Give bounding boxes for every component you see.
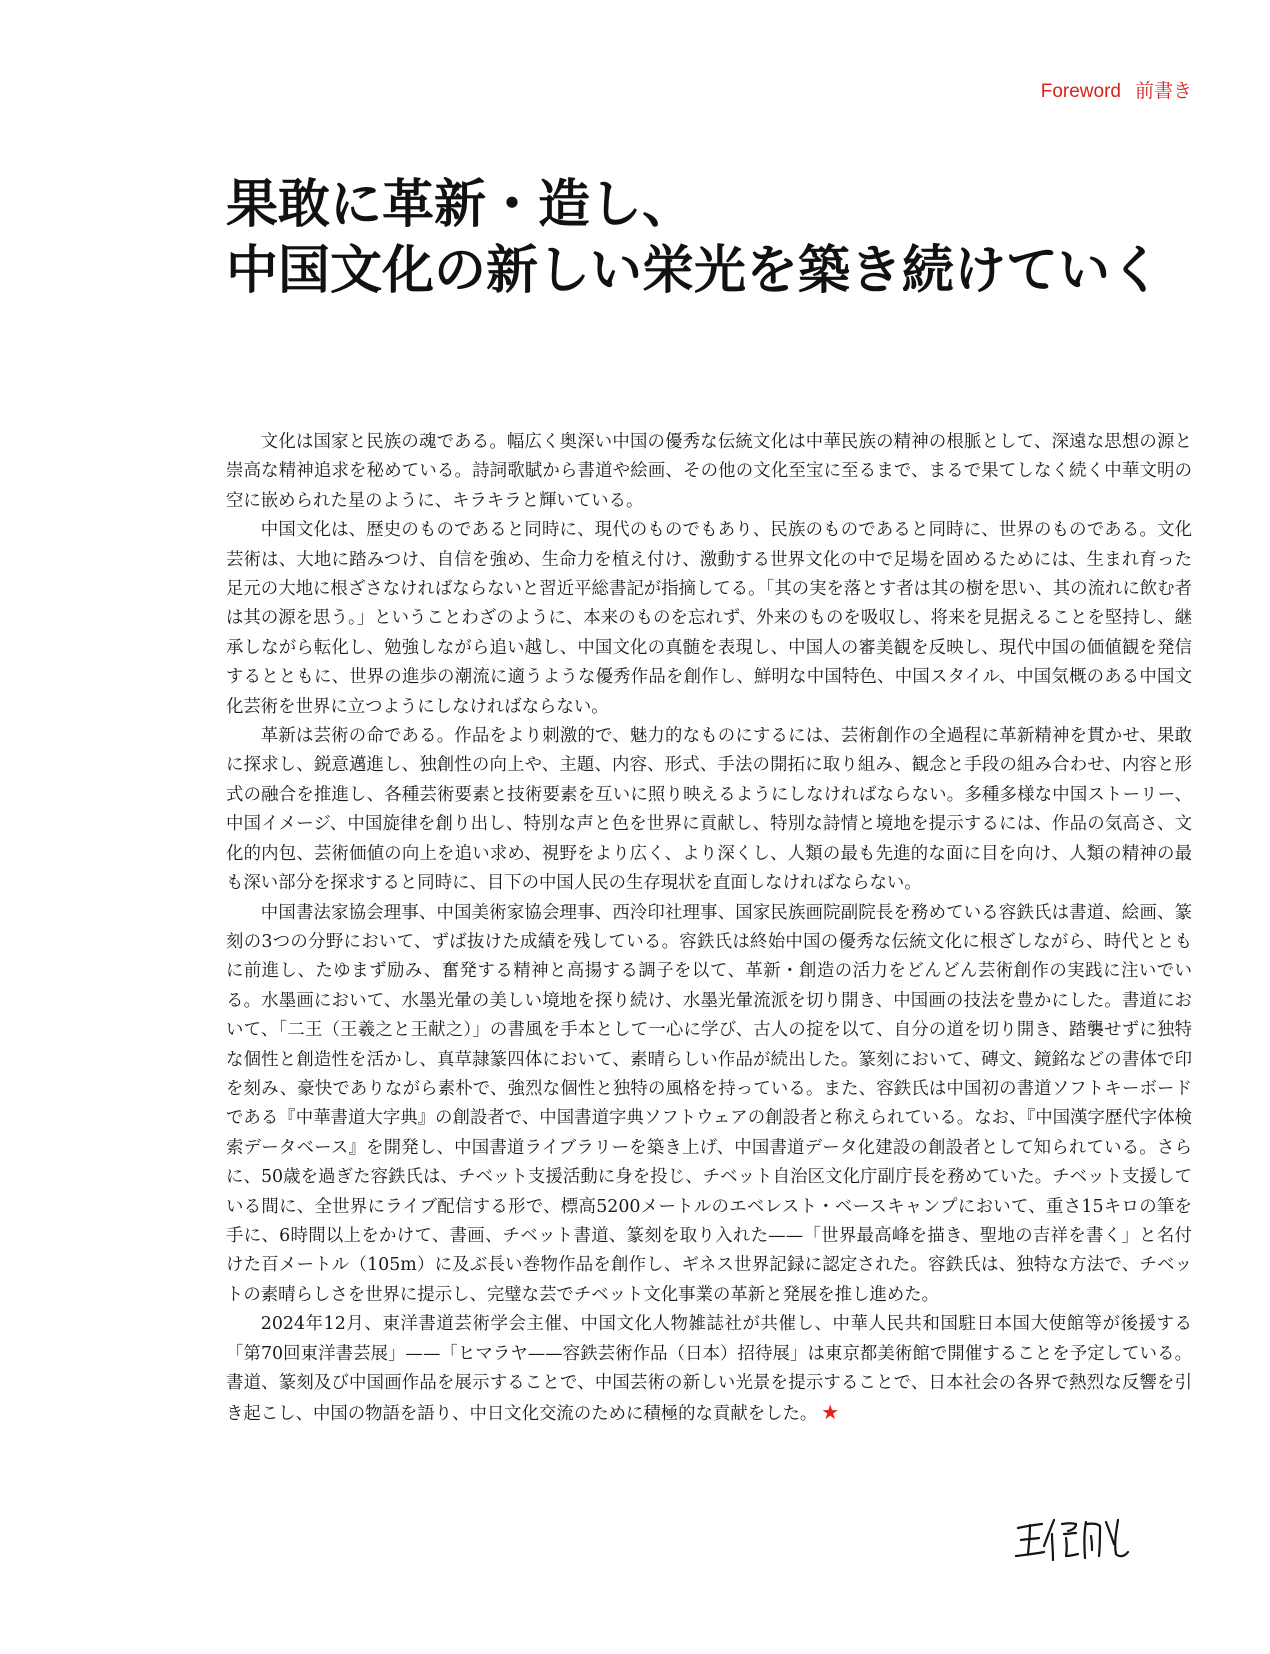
article-body: [226, 428, 1192, 1430]
paragraph-5-text: 2024年12月、東洋書道芸術学会主催、中国文化人物雑誌社が共催し、中華人民共和国駐日本国大使館等が後援する「第70回東洋書芸展」——「ヒマラヤ——容鉄芸術作品（日本）招待展」は東京都美術館で開催することを予定している。書道、篆刻及び中国画作品を展示することで、中国芸術の新しい光景を提示することで、日本社会の各界で熱烈な反響を引き起こし、中国の物語を語り、中日文化交流のために積極的な貢献をした。: [226, 1314, 1192, 1425]
paragraph-2: 中国文化は、歴史のものであると同時に、現代のものでもあり、民族のものであると同時に、世界のものである。文化芸術は、大地に踏みつけ、自信を強め、生命力を植え付け、激動する世界文化の中で足場を固めるためには、生まれ育った足元の大地に根ざさなければならないと習近平総書記が指摘してる。「其の実を落とす者は其の樹を思い、其の流れに飲む者は其の源を思う。」ということわざのように、本来のものを忘れず、外来のものを吸収し、将来を見据えることを堅持し、継承しながら転化し、勉強しながら追い越し、中国文化の真髄を表現し、中国人の審美観を反映し、現代中国の価値観を発信するとともに、世界の進歩の潮流に適うような優秀作品を創作し、鮮明な中国特色、中国スタイル、中国気概のある中国文化芸術を世界に立つようにしなければならない。: [226, 520, 1192, 717]
paragraph-1: 文化は国家と民族の魂である。幅広く奥深い中国の優秀な伝統文化は中華民族の精神の根脈として、深遠な思想の源と崇高な精神追求を秘めている。詩詞歌賦から書道や絵画、その他の文化至宝に至るまで、まるで果てしなく続く中華文明の空に嵌められた星のように、キラキラと輝いている。: [226, 432, 1192, 511]
section-label-en: Foreword: [1040, 81, 1121, 102]
section-label-jp: 前書き: [1134, 81, 1192, 102]
paragraph-5: [226, 1310, 1192, 1430]
section-label: [1041, 76, 1192, 103]
page-title: [226, 172, 1196, 304]
title-line-1: 果敢に革新・造し、: [226, 174, 695, 235]
paragraph-3: 革新は芸術の命である。作品をより刺激的で、魅力的なものにするには、芸術創作の全過程に革新精神を貫かせ、果敢に探求し、鋭意邁進し、独創性の向上や、主題、内容、形式、手法の開拓に取り組み、観念と手段の組み合わせ、内容と形式の融合を推進し、各種芸術要素と技術要素を互いに照り映えるようにしなければならない。多種多様な中国ストーリー、中国イメージ、中国旋律を創り出し、特別な声と色を世界に貢献し、特別な詩情と境地を提示するには、作品の気高さ、文化的内包、芸術価値の向上を追い求め、視野をより広く、より深くし、人類の最も先進的な面に目を向け、人類の精神の最も深い部分を探求すると同時に、目下の中国人民の生存現状を直面しなければならない。: [226, 726, 1192, 894]
end-star-icon: ★: [821, 1400, 840, 1425]
signature-icon: [1012, 1512, 1132, 1568]
paragraph-4: 中国書法家協会理事、中国美術家協会理事、西泠印社理事、国家民族画院副院長を務めている容鉄氏は書道、絵画、篆刻の3つの分野において、ずば抜けた成績を残している。容鉄氏は終始中国の優秀な伝統文化に根ざしながら、時代とともに前進し、たゆまず励み、奮発する精神と高揚する調子を以て、革新・創造の活力をどんどん芸術創作の実践に注いでいる。水墨画において、水墨光暈の美しい境地を探り続け、水墨光暈流派を切り開き、中国画の技法を豊かにした。書道において、「二王（王羲之と王献之）」の書風を手本として一心に学び、古人の掟を以て、自分の道を切り開き、踏襲せずに独特な個性と創造性を活かし、真草隷篆四体において、素晴らしい作品が続出した。篆刻において、磚文、鏡銘などの書体で印を刻み、豪快でありながら素朴で、強烈な個性と独特の風格を持っている。また、容鉄氏は中国初の書道ソフトキーボードである『中華書道大字典』の創設者で、中国書道字典ソフトウェアの創設者と称えられている。なお、『中国漢字歴代字体検索データベース』を開発し、中国書道ライブラリーを築き上げ、中国書道データ化建設の創設者として知られている。さらに、50歳を過ぎた容鉄氏は、チベット支援活動に身を投じ、チベット自治区文化庁副庁長を務めていた。チベット支援している間に、全世界にライブ配信する形で、標高5200メートルのエベレスト・ベースキャンプにおいて、重さ15キロの筆を手に、6時間以上をかけて、書画、チベット書道、篆刻を取り入れた——「世界最高峰を描き、聖地の吉祥を書く」と名付けた百メートル（105m）に及ぶ長い巻物作品を創作し、ギネス世界記録に認定された。容鉄氏は、独特な方法で、チベットの素晴らしさを世界に提示し、完璧な芸でチベット文化事業の革新と発展を推し進めた。: [226, 902, 1192, 1305]
title-line-2: 中国文化の新しい栄光を築き続けていく: [226, 240, 1163, 301]
